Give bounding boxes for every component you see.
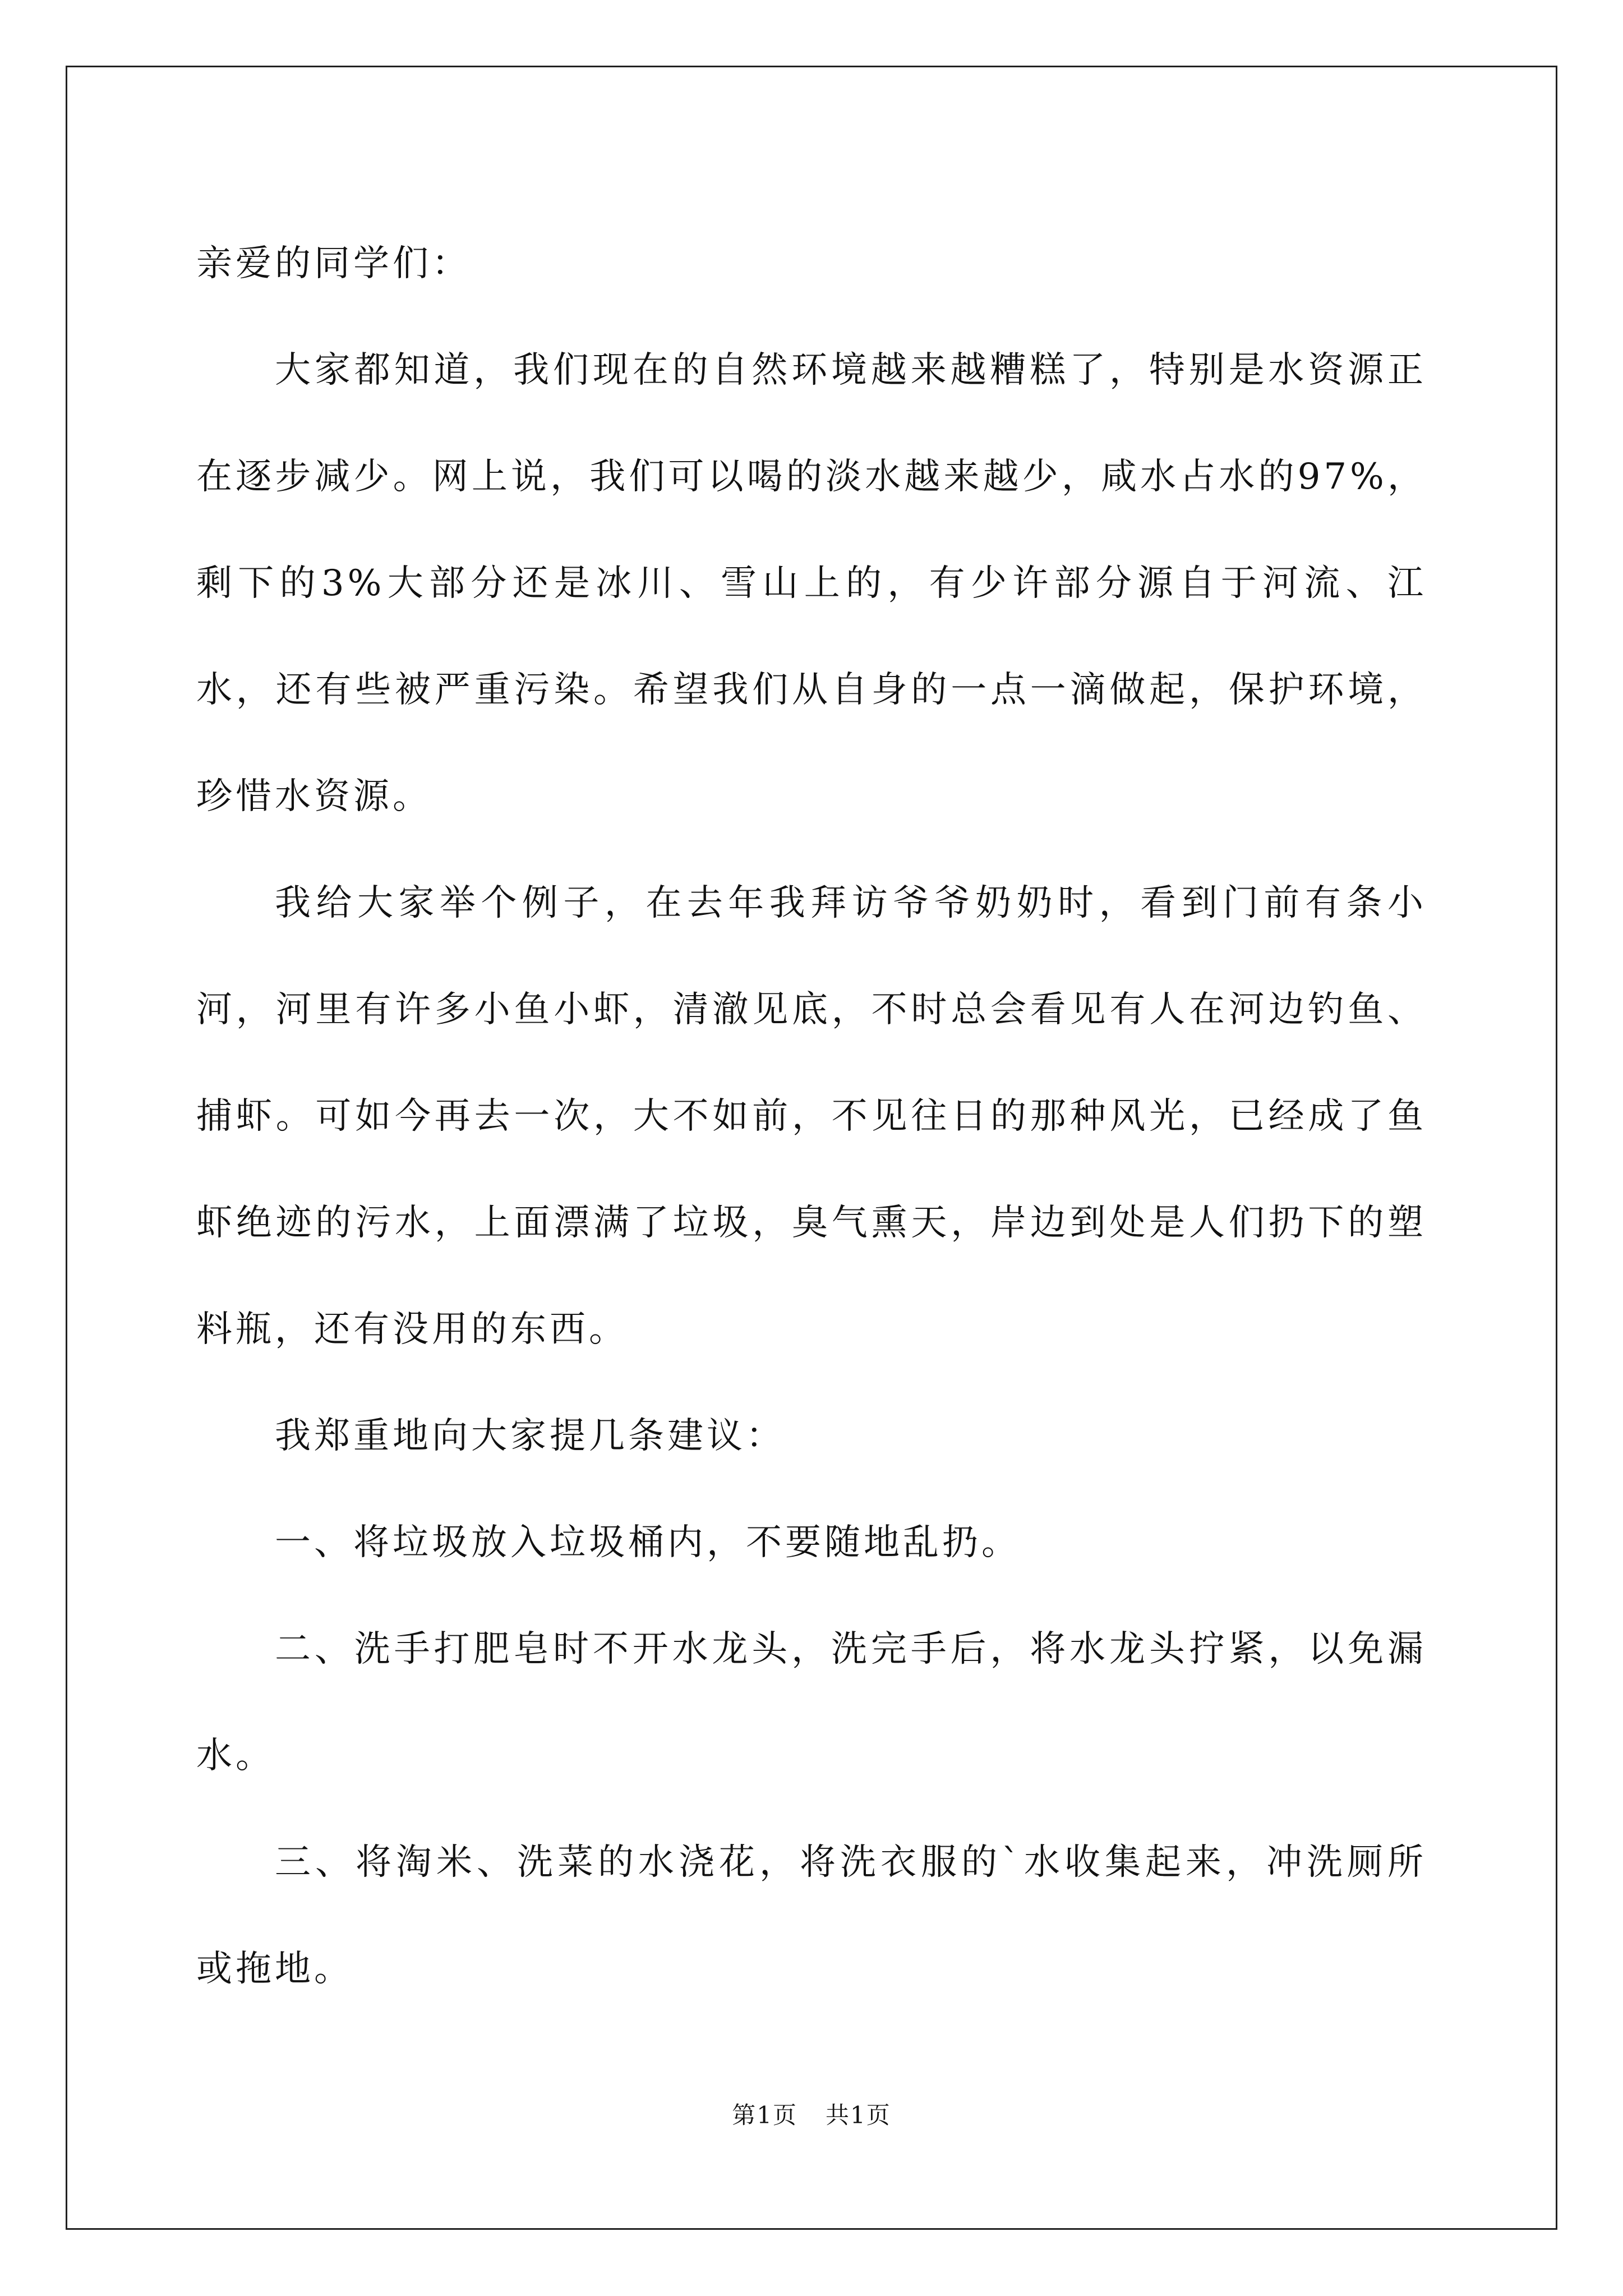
salutation: 亲爱的同学们： (196, 243, 471, 284)
paragraph: 我给大家举个例子，在去年我拜访爷爷奶奶时，看到门前有条小河，河里有许多小鱼小虾，清澈见底，不时总会看见有人在河边钓鱼、捕虾。可如今再去一次，大不如前，不见往日的那种风光，已经成了鱼虾绝迹的污水，上面漂满了垃圾，臭气熏天，岸边到处是人们扔下的塑料瓶，还有没用的东西。 (196, 882, 1427, 1350)
paragraph: 二、洗手打肥皂时不开水龙头，洗完手后，将水龙头拧紧，以免漏水。 (196, 1628, 1427, 1777)
paragraph: 一、将垃圾放入垃圾桶内，不要随地乱扔。 (275, 1522, 1021, 1563)
page-footer (0, 2097, 1623, 2131)
page-number: 第1页 (732, 2101, 797, 2129)
paragraph: 大家都知道，我们现在的自然环境越来越糟糕了，特别是水资源正在逐步减少。网上说，我们可以喝的淡水越来越少，咸水占水的97%，剩下的3%大部分还是冰川、雪山上的，有少许部分源自于河流、江水，还有些被严重污染。希望我们从自身的一点一滴做起，保护环境，珍惜水资源。 (196, 349, 1427, 817)
document-body (196, 210, 1427, 2022)
paragraph: 三、将淘米、洗菜的水浇花，将洗衣服的`水收集起来，冲洗厕所或拖地。 (196, 1842, 1427, 1990)
page-total: 共1页 (826, 2101, 891, 2129)
paragraph: 我郑重地向大家提几条建议： (275, 1415, 785, 1457)
